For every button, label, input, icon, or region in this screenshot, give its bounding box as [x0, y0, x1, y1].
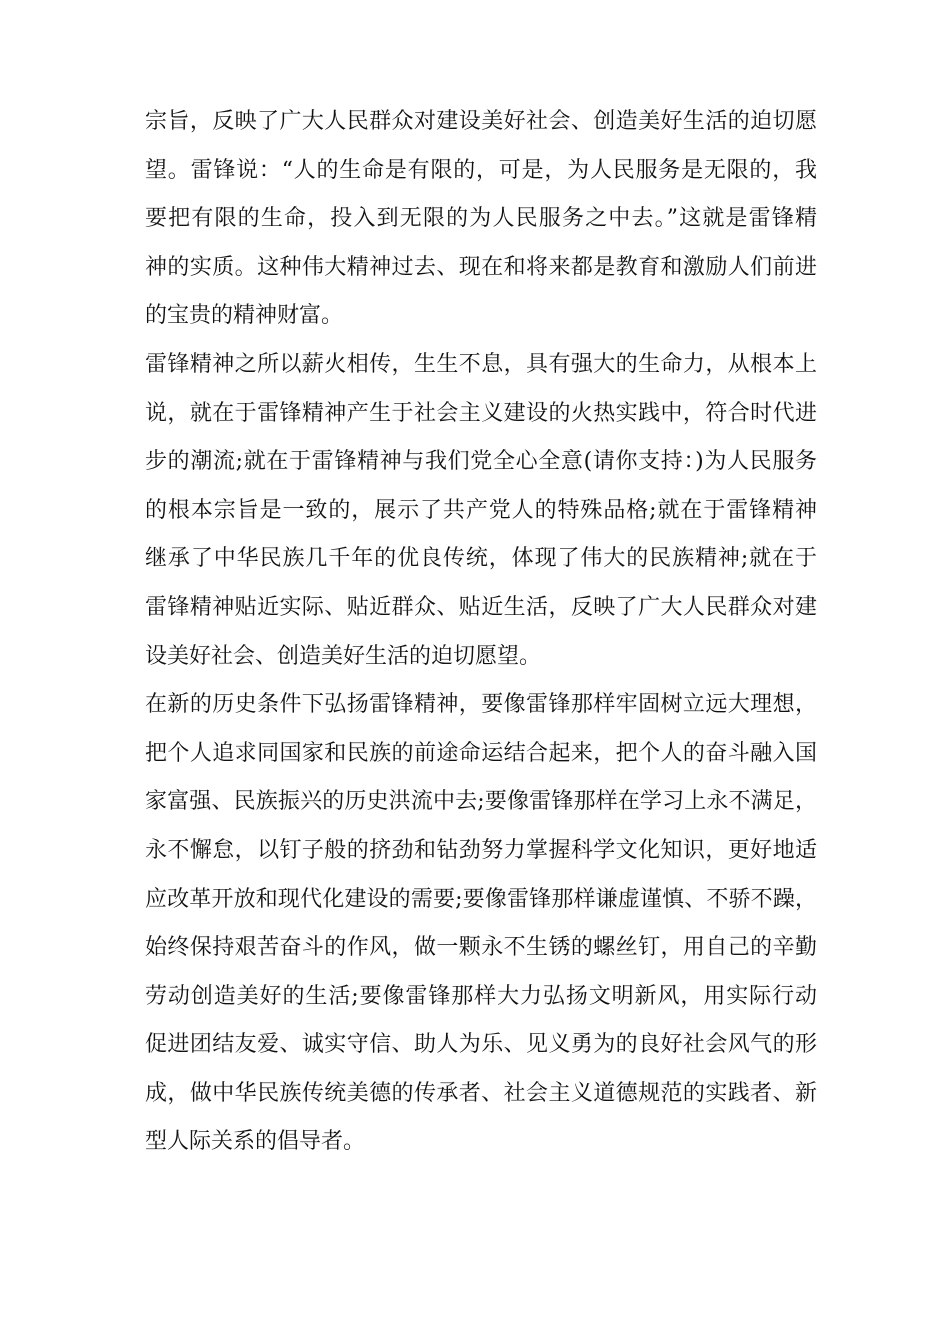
text-line: 家富强、民族振兴的历史洪流中去;要像雷锋那样在学习上永不满足， [145, 789, 817, 815]
text-line: 宗旨，反映了广大人民群众对建设美好社会、创造美好生活的迫切愿 [145, 109, 817, 134]
text-line: 雷锋精神之所以薪火相传，生生不息，具有强大的生命力，从根本上 [145, 351, 817, 377]
text-line: 雷锋精神贴近实际、贴近群众、贴近生活，反映了广大人民群众对建 [145, 594, 817, 620]
text-line: 说，就在于雷锋精神产生于社会主义建设的火热实践中，符合时代进 [145, 400, 817, 426]
text-line: 劳动创造美好的生活;要像雷锋那样大力弘扬文明新风，用实际行动 [145, 983, 817, 1009]
text-line: 要把有限的生命，投入到无限的为人民服务之中去。”这就是雷锋精 [145, 206, 817, 232]
text-line: 促进团结友爱、诚实守信、助人为乐、见义勇为的良好社会风气的形 [145, 1032, 817, 1058]
text-line: 的根本宗旨是一致的，展示了共产党人的特殊品格;就在于雷锋精神 [145, 497, 817, 523]
text-line: 望。雷锋说：“人的生命是有限的，可是，为人民服务是无限的，我 [145, 157, 817, 183]
text-line: 型人际关系的倡导者。 [145, 1129, 366, 1155]
paragraph-3 [145, 681, 817, 1167]
text-line: 设美好社会、创造美好生活的迫切愿望。 [145, 643, 542, 669]
paragraph-1 [145, 98, 817, 341]
text-line: 在新的历史条件下弘扬雷锋精神，要像雷锋那样牢固树立远大理想， [145, 692, 817, 718]
text-line: 始终保持艰苦奋斗的作风，做一颗永不生锈的螺丝钉，用自己的辛勤 [145, 935, 817, 961]
paragraph-2 [145, 341, 817, 681]
text-line: 神的实质。这种伟大精神过去、现在和将来都是教育和激励人们前进 [145, 254, 817, 280]
text-line: 继承了中华民族几千年的优良传统，体现了伟大的民族精神;就在于 [145, 546, 817, 572]
text-line: 步的潮流;就在于雷锋精神与我们党全心全意(请你支持：)为人民服务 [145, 449, 817, 475]
text-line: 的宝贵的精神财富。 [145, 303, 344, 329]
text-line: 永不懈怠，以钉子般的挤劲和钻劲努力掌握科学文化知识，更好地适 [145, 837, 817, 863]
text-line: 成，做中华民族传统美德的传承者、社会主义道德规范的实践者、新 [145, 1080, 817, 1106]
text-line: 应改革开放和现代化建设的需要;要像雷锋那样谦虚谨慎、不骄不躁， [145, 886, 817, 912]
body-text [145, 98, 817, 1167]
text-line: 把个人追求同国家和民族的前途命运结合起来，把个人的奋斗融入国 [145, 740, 817, 766]
